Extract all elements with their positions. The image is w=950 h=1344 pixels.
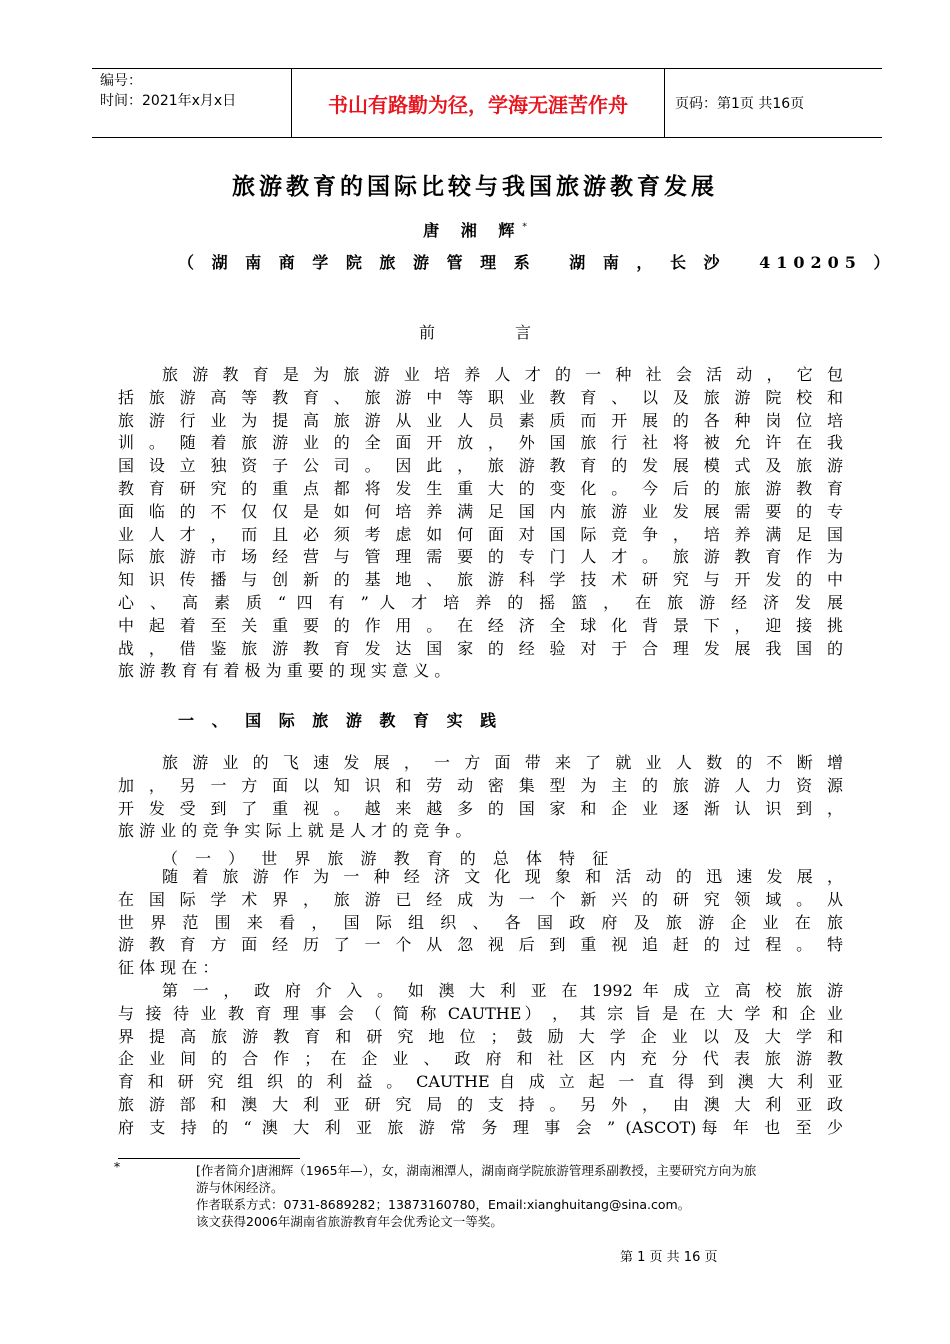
foreword-paragraph [118,364,843,683]
header-motto: 书山有路勤为径，学海无涯苦作舟 [292,69,665,137]
text-line: 加 ， 另 一 方 面 以 知 识 和 劳 动 密 集 型 为 主 的 旅 游 人 力 资 源 [118,775,843,795]
point1-paragraph [118,980,843,1140]
text-line: 随 着 旅 游 作 为 一 种 经 济 文 化 现 象 和 活 动 的 迅 速 发 展 ， [162,867,843,886]
footnote-line: 该文获得2006年湖南省旅游教育年会优秀论文一等奖。 [196,1214,503,1229]
text-line: 界 提 高 旅 游 教 育 和 研 究 地 位 ； 鼓 励 大 学 企 业 以 及 大 学 和 [118,1026,843,1046]
text-line: 育 和 研 究 组 织 的 利 益 。 CAUTHE 自 成 立 起 一 直 得 到 澳 大 利 亚 [118,1072,843,1092]
text-line: 府 支 持 的 “ 澳 大 利 亚 旅 游 常 务 理 事 会 ” (ASCOT)每 年 也 至 少 [118,1117,843,1137]
text-line: 旅 游 行 业 为 提 高 旅 游 从 业 人 员 素 质 而 开 展 的 各 种 岗 位 培 [118,410,843,430]
text-line: 旅 游 教 育 是 为 旅 游 业 培 养 人 才 的 一 种 社 会 活 动 ， 它 包 [162,365,843,384]
text-line: 括 旅 游 高 等 教 育 、 旅 游 中 等 职 业 教 育 、 以 及 旅 游 院 校 和 [118,387,843,407]
text-line: 心 、 高 素 质 “ 四 有 ” 人 才 培 养 的 摇 篮 ， 在 旅 游 经 济 发 展 [118,592,843,612]
author-footnote-mark: * [522,222,527,233]
header-page-info: 页码：第1页 共16页 [675,96,805,112]
subsection-heading: （ 一 ） 世 界 旅 游 教 育 的 总 体 特 征 [162,849,615,868]
text-line: 第 一 ， 政 府 介 入 。 如 澳 大 利 亚 在 1992 年 成 立 高 校 旅 游 [162,981,843,1000]
subsection1-paragraph [118,866,843,980]
time-label: 时间：2021年x月x日 [100,93,237,109]
text-line: 与 接 待 业 教 育 理 事 会 （ 简 称 CAUTHE） ， 其 宗 旨 是 在 大 学 和 企 业 [118,1003,843,1023]
page-header-table [92,68,882,138]
author-name: 唐 湘 辉 [423,221,523,240]
footnote-rule [118,1158,300,1159]
foreword-heading: 前言 [418,323,611,342]
text-line: 在 国 际 学 术 界 ， 旅 游 已 经 成 为 一 个 新 兴 的 研 究 领 域 。 从 [118,889,843,909]
text-line: 国 设 立 独 资 子 公 司 。 因 此 ， 旅 游 教 育 的 发 展 模 式 及 旅 游 [118,456,843,476]
text-line: 开 发 受 到 了 重 视 。 越 来 越 多 的 国 家 和 企 业 逐 渐 认 识 到 ， [118,798,843,818]
text-line: 旅 游 教 育 有 着 极 为 重 要 的 现 实 意 义 。 [118,661,451,681]
text-line: 世 界 范 围 来 看 ， 国 际 组 织 、 各 国 政 府 及 旅 游 企 业 在 旅 [118,912,843,932]
author-affiliation: （ 湖 南 商 学 院 旅 游 管 理 系 湖 南 ， 长 沙 410205 ） [178,253,896,272]
section1-intro-paragraph [118,752,843,843]
text-line: 旅 游 部 和 澳 大 利 亚 研 究 局 的 支 持 。 另 外 ， 由 澳 大 利 亚 政 [118,1094,843,1114]
text-line: 训 。 随 着 旅 游 业 的 全 面 开 放 ， 外 国 旅 行 社 将 被 允 许 在 我 [118,433,843,453]
text-line: 旅 游 业 的 飞 速 发 展 ， 一 方 面 带 来 了 就 业 人 数 的 不 断 增 [162,753,843,772]
footer-page-number: 第 1 页 共 16 页 [620,1250,718,1265]
text-line: 中 起 着 至 关 重 要 的 作 用 。 在 经 济 全 球 化 背 景 下 ， 迎 接 挑 [118,615,843,635]
article-title: 旅游教育的国际比较与我国旅游教育发展 [232,173,718,200]
header-meta-cell [92,69,292,137]
text-line: 知 识 传 播 与 创 新 的 基 地 、 旅 游 科 学 技 术 研 究 与 开 发 的 中 [118,570,843,590]
footnote-line: 作者联系方式：0731-8689282；13873160780，Email:xianghuitang@sina.com。 [196,1197,691,1212]
footnote-line: [作者简介]唐湘辉（1965年—），女，湖南湘潭人，湖南商学院旅游管理系副教授，主要研究方向为旅 [196,1163,757,1178]
footnote-text [196,1162,856,1230]
article-author [0,218,950,241]
text-line: 教 育 研 究 的 重 点 都 将 发 生 重 大 的 变 化 。 今 后 的 旅 游 教 育 [118,478,843,498]
serial-number-label: 编号： [100,73,142,89]
text-line: 业 人 才 ， 而 且 必 须 考 虑 如 何 面 对 国 际 竞 争 ， 培 养 满 足 国 [118,524,843,544]
text-line: 旅 游 业 的 竞 争 实 际 上 就 是 人 才 的 竞 争 。 [118,821,472,841]
text-line: 战 ， 借 鉴 旅 游 教 育 发 达 国 家 的 经 验 对 于 合 理 发 展 我 国 的 [118,638,843,658]
text-line: 企 业 间 的 合 作 ； 在 企 业 、 政 府 和 社 区 内 充 分 代 表 旅 游 教 [118,1049,843,1069]
section-heading: 一 、 国 际 旅 游 教 育 实 践 [178,711,503,730]
footnote-marker: * [114,1160,120,1174]
footnote-line: 游与休闲经济。 [196,1180,284,1195]
text-line: 际 旅 游 市 场 经 营 与 管 理 需 要 的 专 门 人 才 。 旅 游 教 育 作 为 [118,547,843,567]
text-line: 游 教 育 方 面 经 历 了 一 个 从 忽 视 后 到 重 视 追 赶 的 过 程 。 特 [118,935,843,955]
text-line: 征 体 现 在 ： [118,958,219,978]
text-line: 面 临 的 不 仅 仅 是 如 何 培 养 满 足 国 内 旅 游 业 发 展 需 要 的 专 [118,501,843,521]
